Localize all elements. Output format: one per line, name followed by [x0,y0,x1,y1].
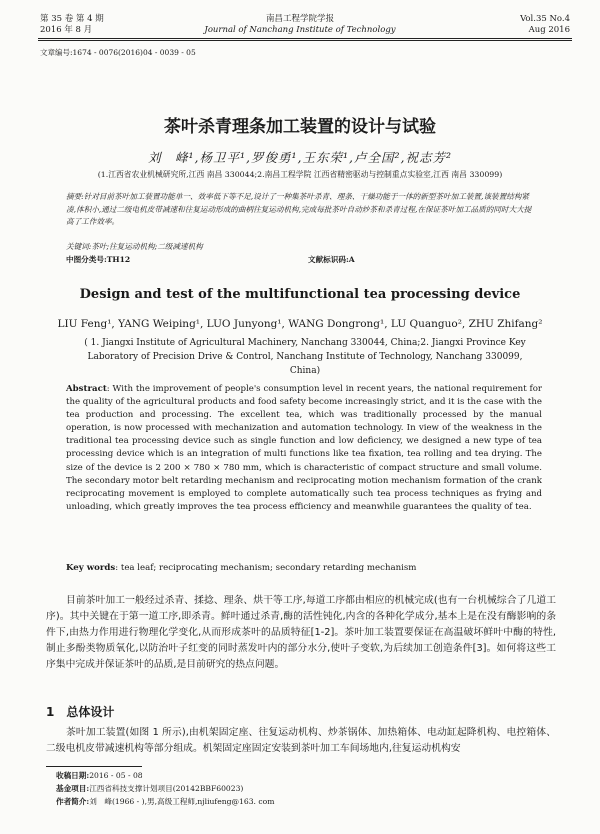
footnote-author-value: 刘 峰(1966 - ),男,高级工程师,njliufeng@163. com [89,797,275,806]
footnote-received-value: 2016 - 05 - 08 [89,771,143,780]
footnote-received [56,770,143,782]
running-header-left [40,14,104,36]
running-header-right [520,14,570,36]
body-paragraph-2: 茶叶加工装置(如图 1 所示),由机架固定座、往复运动机构、炒茶锅体、加热箱体、电动缸起降机构、电控箱体、二级电机皮带减速机构等部分组成。机架固定座固定安装到茶叶加工车间场地内,往复运动机构安 [46,727,556,754]
footnote-rule [46,766,142,767]
volume-issue-en: Vol.35 No.4 [520,14,570,24]
keywords-en-text: : tea leaf; reciprocating mechanism; secondary retarding mechanism [115,563,417,573]
abstract-en-label: Abstract [66,384,107,394]
abstract-en [66,383,542,514]
header-rule-thick [38,38,572,39]
authors-zh: 刘 峰¹,杨卫平¹,罗俊勇¹,王东荣¹,卢全国²,祝志芳² [148,150,452,165]
footnote-fund [56,783,243,795]
affiliation-zh: (1.江西省农业机械研究所,江西 南昌 330044;2.南昌工程学院 江西省精密驱动与控制重点实验室,江西 南昌 330099) [97,170,503,179]
classification-zh: 中图分类号:TH12 [66,255,131,264]
authors-en: LIU Feng¹, YANG Weiping¹, LUO Junyong¹, WANG Dongrong¹, LU Quanguo², ZHU Zhifang² [57,318,543,330]
body-paragraph-1: 目前茶叶加工一般经过杀青、揉捻、理条、烘干等工序,每道工序都由相应的机械完成(也有一台机械综合了几道工序)。其中关键在于第一道工序,即杀青。鲜叶通过杀青,酶的活性钝化,内含的各种化学成分,基本上是在没有酶影响的条件下,由热力作用进行物理化学变化,从而形成茶叶的品质特征[1-2]。茶叶加工装置要保证在高温破坏鲜叶中酶的特性,制止多酚类物质氧化,以防治叶子红变的同时蒸发叶内的部分水分,使叶子变软,为后续加工创造条件[3]。如何将这些工序集中完成并保证茶叶的品质,是目前研究的热点问题。 [46,595,556,670]
article-number: 文章编号:1674 - 0076(2016)04 - 0039 - 05 [40,48,196,57]
pub-date-zh: 2016 年 8 月 [40,25,93,35]
pub-date-en: Aug 2016 [528,25,570,35]
running-header-center [150,14,450,36]
title-zh: 茶叶杀青理条加工装置的设计与试验 [164,117,436,137]
abstract-en-text: : With the improvement of people's consumption level in recent years, the national requirement for the quality of the agricultural products and food safety become increasingly strict, and it is the case with the tea production and processing. The excellent tea, which was traditionally processed by the manual operation, is now processed with mechanization and automation technology. In view of the weakness in the traditional tea processing device such as single function and low deficiency, we designed a new type of tea processing device which is an integration of multi functions like tea fixation, tea rolling and tea drying. The size of the device is 2 200 × 780 × 780 mm, which is characteristic of compact structure and small volume. The secondary motor belt retarding mechanism and reciprocating motion mechanism formation of the crank reciprocating movement is employed to complete automatically such tea process techniques as frying and unloading, which greatly improves the tea process efficiency and meanwhile guarantees the quality of tea. [66,384,542,512]
footnote-fund-value: 江西省科技支撑计划项目(20142BBF60023) [89,784,244,793]
footnote-author [56,796,274,808]
footnote-author-label: 作者简介: [56,797,90,806]
header-rule-thin [38,40,572,41]
keywords-en [66,563,416,573]
affiliation-en: ( 1. Jiangxi Institute of Agricultural Machinery, Nanchang 330044, China;2. Jiangxi Province Key Laboratory of Precision Drive & Control, Nanchang Institute of Technology, Nanchang 330099, China) [84,338,526,376]
abstract-zh: 摘要:针对目前茶叶加工装置功能单一、效率低下等不足,设计了一种集茶叶杀青、理条、干燥功能于一体的新型茶叶加工装置,该装置结构紧凑,体积小,通过二级电机皮带减速和往复运动形成的曲柄往复运动机构,完成每批茶叶自动炒茶和杀青过程,在保证茶叶加工品质的同时大大提高了工作效率。 [66,192,532,226]
keywords-zh: 关键词:茶叶;往复运动机构;二级减速机构 [66,242,203,251]
doc-code-zh: 文献标识码:A [308,255,355,264]
title-en: Design and test of the multifunctional tea processing device [79,287,521,302]
footnote-received-label: 收稿日期: [56,771,90,780]
volume-issue: 第 35 卷 第 4 期 [40,14,104,24]
section-heading: 1 总体设计 [46,705,115,719]
keywords-en-label: Key words [66,563,116,573]
footnote-fund-label: 基金项目: [56,784,90,793]
journal-name-zh: 南昌工程学院学报 [265,14,334,24]
journal-name-en: Journal of Nanchang Institute of Technology [204,25,396,35]
